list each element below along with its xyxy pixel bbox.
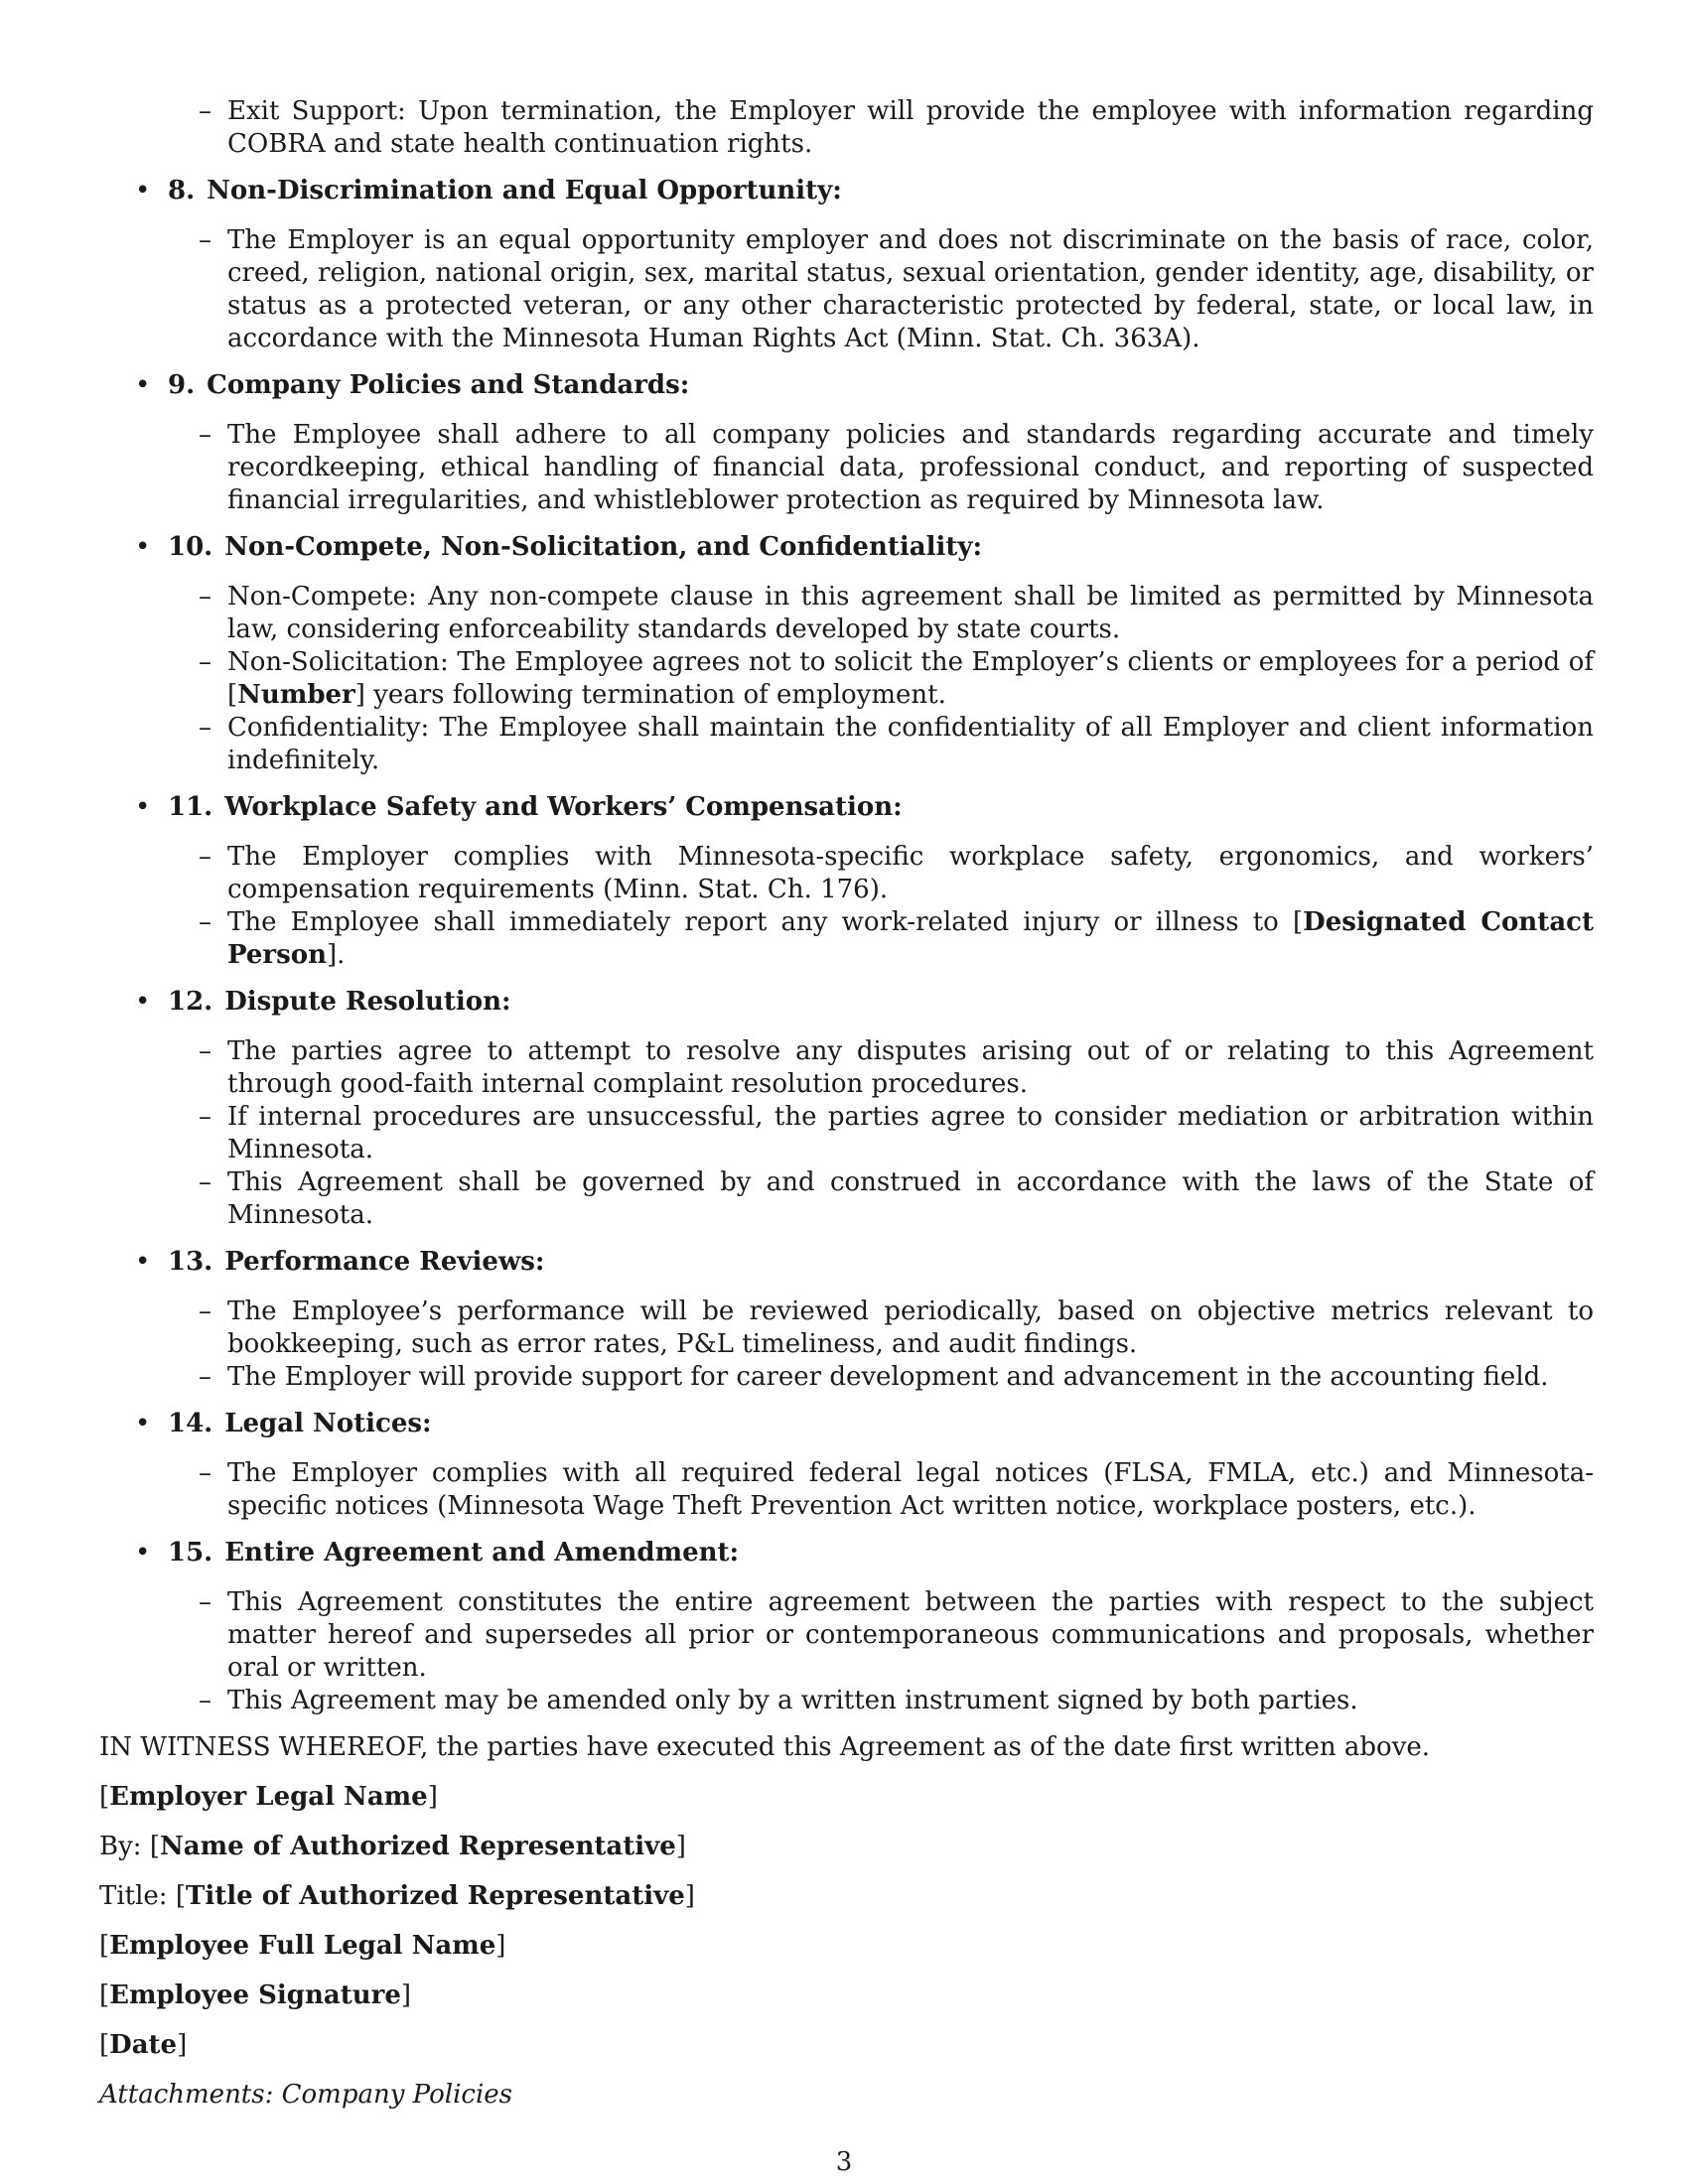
section-heading xyxy=(99,369,1594,402)
section-title: Dispute Resolution: xyxy=(224,987,511,1017)
item-text: The Employer complies with all required federal legal notices (FLSA, FMLA, etc.) and Minnesota-specific notices (Minnesota Wage Theft Prevention Act written notice, workplace posters, etc.). xyxy=(227,1458,1594,1521)
section-number: 14. xyxy=(168,1409,213,1438)
bracket: [ xyxy=(99,1931,110,1961)
signature-label: Title: xyxy=(99,1881,176,1911)
bracket: ] xyxy=(427,1782,438,1812)
section-number: 13. xyxy=(168,1247,213,1277)
item-text: The Employee’s performance will be reviewed periodically, based on objective metrics relevant to bookkeeping, such as error rates, P&L timeliness, and audit findings. xyxy=(227,1297,1594,1359)
signature-placeholder: Employee Signature xyxy=(109,1980,401,2010)
list-item xyxy=(99,581,1594,646)
section-title: Legal Notices: xyxy=(224,1409,432,1438)
section-number: 12. xyxy=(168,987,213,1017)
attachments-note: Attachments: Company Policies xyxy=(99,2080,512,2110)
dash-marker: – xyxy=(199,420,211,450)
bullet-marker: • xyxy=(135,1247,151,1277)
dash-marker: – xyxy=(199,1362,211,1392)
signature-label: By: xyxy=(99,1832,150,1861)
list-item xyxy=(99,419,1594,517)
item-text: ] years following termination of employment. xyxy=(354,680,946,710)
section xyxy=(99,1537,1594,1717)
placeholder-field: Number xyxy=(237,680,355,710)
dash-marker: – xyxy=(199,1297,211,1326)
section-items xyxy=(99,1586,1594,1717)
list-item xyxy=(99,906,1594,972)
dash-marker: – xyxy=(199,713,211,743)
document-body xyxy=(99,95,1594,2112)
signature-line xyxy=(99,1880,1594,1913)
bracket: [ xyxy=(99,1782,110,1812)
list-item xyxy=(99,1586,1594,1685)
bullet-marker: • xyxy=(135,792,151,822)
section-items xyxy=(99,581,1594,777)
signature-placeholder: Name of Authorized Representative xyxy=(159,1832,676,1861)
list-item xyxy=(99,1685,1594,1717)
bullet-marker: • xyxy=(135,1409,151,1438)
section-heading xyxy=(99,791,1594,824)
item-text: The Employer will provide support for career development and advancement in the accounting field. xyxy=(227,1362,1549,1392)
section-title: Workplace Safety and Workers’ Compensation: xyxy=(224,792,903,822)
intro-label: Exit Support: xyxy=(227,96,406,126)
section xyxy=(99,791,1594,972)
section-heading xyxy=(99,1246,1594,1279)
item-text: This Agreement shall be governed by and construed in accordance with the laws of the State of Minnesota. xyxy=(227,1167,1594,1230)
signature-line xyxy=(99,1831,1594,1863)
list-item xyxy=(99,1035,1594,1101)
item-text: The parties agree to attempt to resolve any disputes arising out of or relating to this Agreement through good-faith internal complaint resolution procedures. xyxy=(227,1036,1594,1099)
bracket: [ xyxy=(149,1832,160,1861)
section-items xyxy=(99,1296,1594,1394)
intro-text: Upon termination, the Employer will provide the employee with information regarding COBRA and state health continuation rights. xyxy=(227,96,1595,159)
item-text: Non-Solicitation: The Employee agrees not to solicit the Employer’s clients or employees for a period of [ xyxy=(227,647,1594,710)
section-items xyxy=(99,224,1594,355)
section-number: 11. xyxy=(168,792,213,822)
section-number: 10. xyxy=(168,532,213,562)
bracket: [ xyxy=(175,1881,186,1911)
section-items xyxy=(99,1457,1594,1523)
list-item xyxy=(99,1457,1594,1523)
section-title: Non-Discrimination and Equal Opportunity: xyxy=(207,176,842,205)
bullet-marker: • xyxy=(135,176,151,205)
bullet-marker: • xyxy=(135,532,151,562)
list-item xyxy=(99,1296,1594,1361)
list-item xyxy=(99,646,1594,712)
witness-clause: IN WITNESS WHEREOF, the parties have executed this Agreement as of the date first written above. xyxy=(99,1732,1431,1762)
signature-placeholder: Date xyxy=(109,2030,178,2060)
dash-marker: – xyxy=(199,1167,211,1197)
dash-marker: – xyxy=(199,647,211,677)
dash-marker: – xyxy=(199,96,211,126)
section-number: 8. xyxy=(168,176,196,205)
dash-marker: – xyxy=(199,582,211,612)
bracket: ] xyxy=(495,1931,506,1961)
item-text: The Employee shall adhere to all company policies and standards regarding accurate and timely recordkeeping, ethical handling of financial data, professional conduct, and reporting of suspected financial irregularities, and whistleblower protection as required by Minnesota law. xyxy=(227,420,1594,515)
section xyxy=(99,1246,1594,1394)
signature-placeholder: Title of Authorized Representative xyxy=(186,1881,685,1911)
page-number: 3 xyxy=(835,2147,853,2177)
list-item xyxy=(99,1361,1594,1394)
item-text: Confidentiality: The Employee shall maintain the confidentiality of all Employer and client information indefinitely. xyxy=(227,713,1594,775)
signature-line xyxy=(99,1781,1594,1814)
section xyxy=(99,175,1594,355)
dash-marker: – xyxy=(199,842,211,872)
section-heading xyxy=(99,531,1594,564)
dash-marker: – xyxy=(199,1686,211,1715)
item-text: The Employer is an equal opportunity employer and does not discriminate on the basis of race, color, creed, religion, national origin, sex, marital status, sexual orientation, gender identity, age, disability, or status as a protected veteran, or any other characteristic protected by federal, state, or local law, in accordance with the Minnesota Human Rights Act (Minn. Stat. Ch. 363A). xyxy=(227,225,1594,353)
bracket: ] xyxy=(684,1881,695,1911)
dash-marker: – xyxy=(199,1036,211,1066)
list-item xyxy=(99,841,1594,906)
section-title: Entire Agreement and Amendment: xyxy=(224,1538,740,1568)
list-item xyxy=(99,1101,1594,1166)
dash-marker: – xyxy=(199,1102,211,1132)
bracket: ] xyxy=(400,1980,412,2010)
section-title: Non-Compete, Non-Solicitation, and Confidentiality: xyxy=(224,532,983,562)
dash-marker: – xyxy=(199,1458,211,1488)
section-heading xyxy=(99,175,1594,207)
bullet-marker: • xyxy=(135,1538,151,1568)
intro-item xyxy=(99,95,1594,161)
signature-line xyxy=(99,2029,1594,2062)
section xyxy=(99,369,1594,517)
section xyxy=(99,531,1594,777)
signature-block xyxy=(99,1781,1594,2062)
signature-line xyxy=(99,1930,1594,1963)
item-text: ]. xyxy=(326,940,346,970)
list-item xyxy=(99,1166,1594,1232)
section-title: Performance Reviews: xyxy=(224,1247,545,1277)
item-text: This Agreement constitutes the entire agreement between the parties with respect to the subject matter hereof and supersedes all prior or contemporaneous communications and proposals, whether oral or written. xyxy=(227,1587,1594,1683)
bracket: [ xyxy=(99,2030,110,2060)
item-text: Non-Compete: Any non-compete clause in this agreement shall be limited as permitted by Minnesota law, considering enforceability standards developed by state courts. xyxy=(227,582,1594,644)
placeholder-field: Designated Contact Person xyxy=(227,907,1595,970)
bullet-marker: • xyxy=(135,370,151,400)
item-text: The Employee shall immediately report any work-related injury or illness to [ xyxy=(227,907,1304,937)
signature-placeholder: Employer Legal Name xyxy=(109,1782,428,1812)
list-item xyxy=(99,224,1594,355)
section-heading xyxy=(99,1408,1594,1440)
section xyxy=(99,1408,1594,1523)
section-title: Company Policies and Standards: xyxy=(207,370,690,400)
section-number: 15. xyxy=(168,1538,213,1568)
section xyxy=(99,986,1594,1232)
item-text: If internal procedures are unsuccessful, the parties agree to consider mediation or arbitration within Minnesota. xyxy=(227,1102,1594,1164)
section-heading xyxy=(99,986,1594,1019)
item-text: This Agreement may be amended only by a written instrument signed by both parties. xyxy=(227,1686,1358,1715)
section-items xyxy=(99,419,1594,517)
bracket: ] xyxy=(177,2030,188,2060)
section-number: 9. xyxy=(168,370,196,400)
signature-placeholder: Employee Full Legal Name xyxy=(109,1931,496,1961)
bracket: [ xyxy=(99,1980,110,2010)
item-text: The Employer complies with Minnesota-specific workplace safety, ergonomics, and workers’ compensation requirements (Minn. Stat. Ch. 176). xyxy=(227,842,1594,904)
sections-list xyxy=(99,175,1594,1717)
signature-line xyxy=(99,1979,1594,2012)
dash-marker: – xyxy=(199,907,211,937)
dash-marker: – xyxy=(199,1587,211,1617)
section-items xyxy=(99,841,1594,972)
bullet-marker: • xyxy=(135,987,151,1017)
section-heading xyxy=(99,1537,1594,1570)
section-items xyxy=(99,1035,1594,1232)
bracket: ] xyxy=(675,1832,686,1861)
dash-marker: – xyxy=(199,225,211,255)
list-item xyxy=(99,712,1594,777)
